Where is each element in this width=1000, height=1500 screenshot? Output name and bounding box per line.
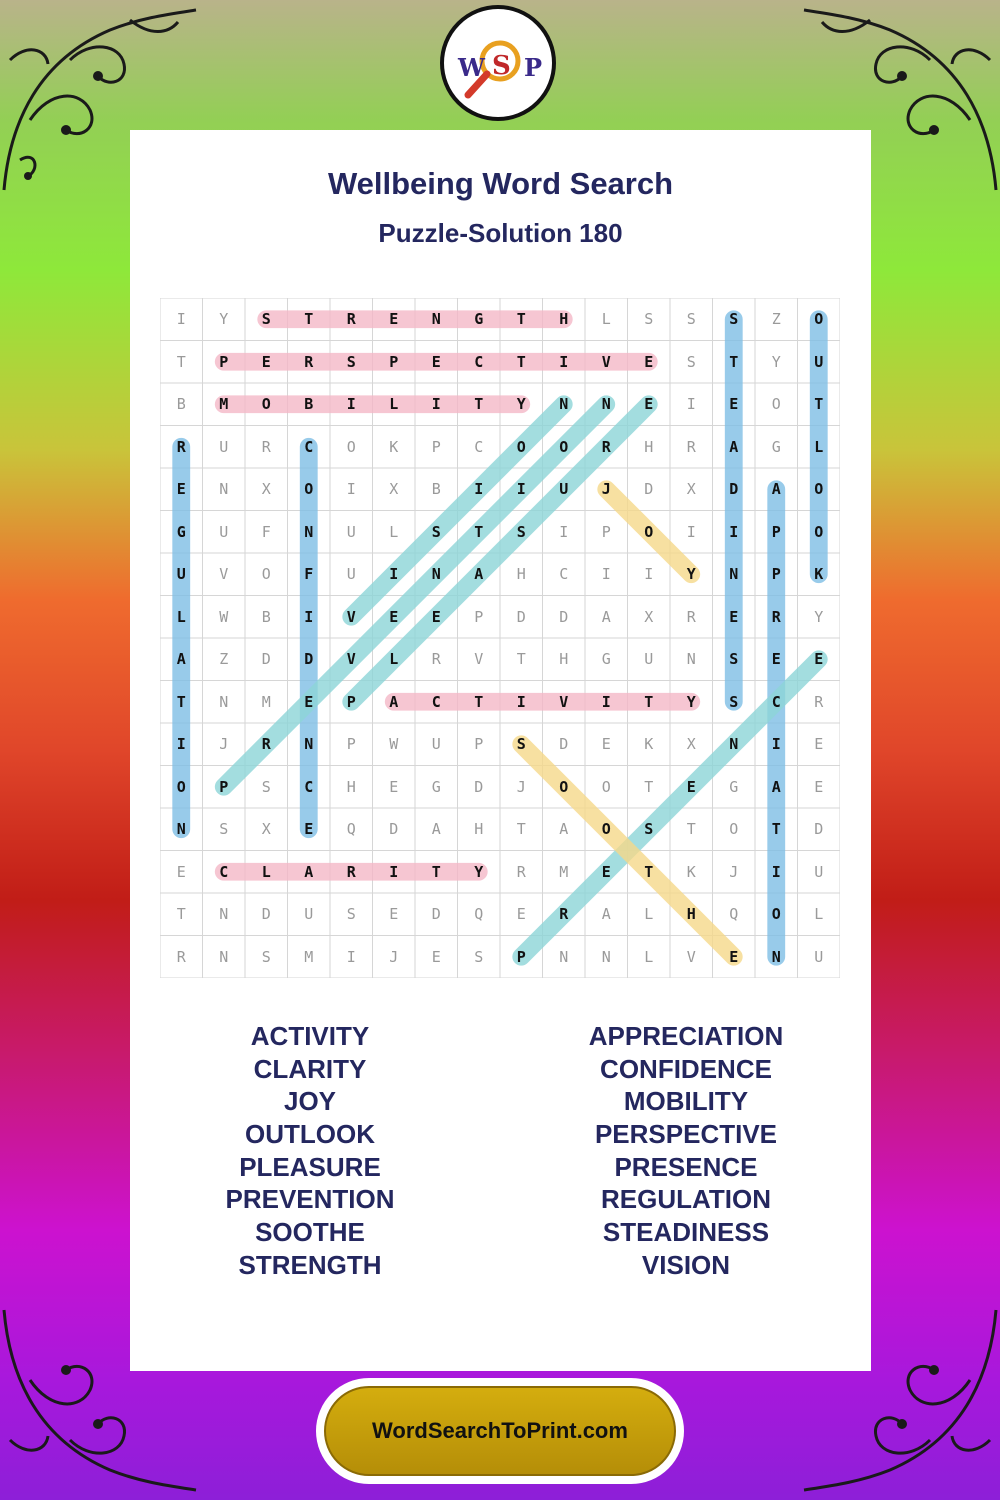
grid-cell[interactable]: T <box>474 395 484 413</box>
grid-cell[interactable]: E <box>729 947 739 966</box>
grid-cell[interactable]: W <box>219 607 229 626</box>
grid-cell[interactable]: F <box>261 522 271 541</box>
grid-cell[interactable]: N <box>686 650 696 668</box>
logo-letter-s: S <box>492 51 511 81</box>
grid-cell[interactable]: D <box>559 735 569 753</box>
grid-cell[interactable]: I <box>601 692 611 711</box>
grid-cell[interactable]: G <box>176 522 186 541</box>
grid-cell[interactable]: I <box>601 565 611 583</box>
grid-cell[interactable]: J <box>389 947 399 966</box>
grid-cell[interactable]: B <box>304 395 314 413</box>
grid-cell[interactable]: E <box>814 650 824 668</box>
grid-cell[interactable]: S <box>516 735 526 753</box>
grid-cell[interactable]: L <box>261 862 271 881</box>
grid-cell[interactable]: X <box>261 820 271 838</box>
grid-cell[interactable]: Q <box>729 905 739 923</box>
grid-cell[interactable]: U <box>346 565 356 583</box>
grid-cell[interactable]: U <box>346 522 356 541</box>
grid-cell[interactable]: G <box>431 777 441 796</box>
grid-cell[interactable]: M <box>304 947 314 966</box>
grid-cell[interactable]: N <box>176 820 186 838</box>
grid-cell[interactable]: S <box>261 947 271 966</box>
grid-cell[interactable]: O <box>729 820 739 838</box>
grid-cell[interactable]: S <box>644 820 654 838</box>
grid-cell[interactable]: A <box>601 607 611 626</box>
grid-cell[interactable]: V <box>346 607 356 626</box>
word-list-item: PLEASURE <box>239 1151 381 1182</box>
grid-cell[interactable]: O <box>261 565 271 583</box>
grid-cell[interactable]: I <box>516 692 526 711</box>
grid-cell[interactable]: I <box>389 862 399 881</box>
grid-cell[interactable]: R <box>686 607 696 626</box>
grid-cell[interactable]: N <box>219 692 229 711</box>
word-list-item: VISION <box>641 1249 731 1280</box>
word-list-item: STEADINESS <box>602 1217 770 1248</box>
grid-cell[interactable]: T <box>474 522 484 541</box>
grid-cell[interactable]: E <box>389 777 399 796</box>
grid-cell[interactable]: E <box>729 607 739 626</box>
word-list-left <box>130 1020 490 1282</box>
grid-cell[interactable]: P <box>771 565 781 583</box>
word-search-grid <box>160 298 840 978</box>
grid-cell[interactable]: H <box>516 565 526 583</box>
grid-cell[interactable]: O <box>644 522 654 541</box>
word-list-item: SOOTHE <box>255 1217 365 1248</box>
grid-cell[interactable]: R <box>304 352 314 371</box>
grid-cell[interactable]: P <box>346 735 356 753</box>
grid-cell[interactable]: J <box>516 777 526 796</box>
word-list-item: REGULATION <box>601 1184 771 1215</box>
grid-cell[interactable]: Y <box>219 310 229 328</box>
grid-cell[interactable]: A <box>474 565 484 583</box>
grid-cell[interactable]: X <box>644 607 654 626</box>
grid-cell[interactable]: P <box>771 522 781 541</box>
grid-cell[interactable]: Y <box>686 692 696 711</box>
grid-cell[interactable]: N <box>431 310 441 328</box>
word-list-item: PERSPECTIVE <box>594 1119 778 1150</box>
grid-cell[interactable]: R <box>261 437 271 456</box>
grid-cell[interactable]: O <box>601 777 611 796</box>
grid-cell[interactable]: R <box>814 692 824 711</box>
grid-cell[interactable]: O <box>814 480 824 498</box>
grid-cell[interactable]: E <box>431 352 441 371</box>
grid-cell[interactable]: A <box>389 692 399 711</box>
grid-cell[interactable]: W <box>389 735 399 753</box>
grid-cell[interactable]: N <box>559 395 569 413</box>
grid-cell[interactable]: E <box>176 480 186 498</box>
grid-cell[interactable]: L <box>644 905 654 923</box>
grid-cell[interactable]: E <box>644 395 654 413</box>
grid-cell[interactable]: D <box>261 650 271 668</box>
grid-cell[interactable]: T <box>644 862 654 881</box>
grid-cell[interactable]: A <box>771 480 781 498</box>
grid-cell[interactable]: R <box>176 947 186 966</box>
grid-cell[interactable]: V <box>219 565 229 583</box>
grid-cell[interactable]: I <box>729 522 739 541</box>
grid-cell[interactable]: E <box>686 777 696 796</box>
grid-cell[interactable]: S <box>516 522 526 541</box>
grid-cell[interactable]: H <box>644 437 654 456</box>
grid-cell[interactable]: N <box>729 735 739 753</box>
grid-cell[interactable]: U <box>644 650 654 668</box>
grid-cell[interactable]: D <box>644 480 654 498</box>
wsp-logo[interactable] <box>440 5 556 121</box>
grid-cell[interactable]: O <box>346 437 356 456</box>
grid-cell[interactable]: T <box>304 310 314 328</box>
grid-cell[interactable]: X <box>261 480 271 498</box>
grid-cell[interactable]: N <box>729 565 739 583</box>
grid-cell[interactable]: T <box>686 820 696 838</box>
grid-cell[interactable]: E <box>304 692 314 711</box>
grid-cell[interactable]: J <box>219 735 229 753</box>
grid-cell[interactable]: I <box>346 947 356 966</box>
grid-cell[interactable]: I <box>516 480 526 498</box>
grid-cell[interactable]: S <box>474 947 484 966</box>
grid-cell[interactable]: S <box>431 522 441 541</box>
grid-cell[interactable]: S <box>729 310 739 328</box>
grid-cell[interactable]: R <box>771 607 781 626</box>
grid-cell[interactable]: T <box>814 395 824 413</box>
grid-cell[interactable]: R <box>559 905 569 923</box>
grid-cell[interactable]: C <box>304 437 314 456</box>
grid-cell[interactable]: E <box>601 862 611 881</box>
grid-cell[interactable]: P <box>474 607 484 626</box>
grid-cell[interactable]: H <box>686 905 696 923</box>
grid-cell[interactable]: R <box>601 437 611 456</box>
word-list-item: OUTLOOK <box>245 1119 375 1150</box>
grid-cell[interactable]: H <box>559 310 569 328</box>
grid-cell[interactable]: S <box>686 310 696 328</box>
grid-cell[interactable]: P <box>346 692 356 711</box>
grid-cell[interactable]: Y <box>771 352 781 371</box>
grid-cell[interactable]: V <box>474 650 484 668</box>
grid-cell[interactable]: E <box>814 735 824 753</box>
grid-cell[interactable]: O <box>814 522 824 541</box>
grid-cell[interactable]: E <box>389 607 399 626</box>
grid-cell[interactable]: C <box>559 565 569 583</box>
grid-cell[interactable]: C <box>474 352 484 371</box>
grid-cell[interactable]: K <box>644 735 654 753</box>
grid-cell[interactable]: U <box>304 905 314 923</box>
word-list-item: MOBILITY <box>623 1086 749 1117</box>
grid-cell[interactable]: G <box>729 777 739 796</box>
grid-cell[interactable]: U <box>814 947 824 966</box>
grid-cell[interactable]: X <box>389 480 399 498</box>
grid-cell[interactable]: C <box>431 692 441 711</box>
grid-cell[interactable]: Z <box>219 650 229 668</box>
grid-cell[interactable]: N <box>219 947 229 966</box>
grid-cell[interactable]: E <box>389 310 399 328</box>
grid-cell[interactable]: N <box>559 947 569 966</box>
grid-cell[interactable]: O <box>559 777 569 796</box>
grid-cell[interactable]: S <box>219 820 229 838</box>
grid-cell[interactable]: E <box>814 777 824 796</box>
grid-cell[interactable]: L <box>389 650 399 668</box>
grid-cell[interactable]: R <box>346 310 356 328</box>
word-list-right <box>506 1020 866 1282</box>
grid-cell[interactable]: U <box>219 437 229 456</box>
page-subtitle: Puzzle-Solution 180 <box>378 218 623 248</box>
grid-cell[interactable]: O <box>771 395 781 413</box>
grid-cell[interactable]: V <box>346 650 356 668</box>
grid-cell[interactable]: I <box>559 522 569 541</box>
grid-cell[interactable]: E <box>431 947 441 966</box>
grid-cell[interactable]: V <box>559 692 569 711</box>
grid-cell[interactable]: K <box>686 862 696 881</box>
grid-cell[interactable]: S <box>261 777 271 796</box>
grid-cell[interactable]: R <box>346 862 356 881</box>
grid-cell[interactable]: I <box>686 395 696 413</box>
grid-cell[interactable]: J <box>729 862 739 881</box>
grid-cell[interactable]: H <box>559 650 569 668</box>
grid-cell[interactable]: L <box>644 947 654 966</box>
word-list-item: PREVENTION <box>225 1184 395 1215</box>
grid-cell[interactable]: L <box>389 395 399 413</box>
grid-cell[interactable]: O <box>771 905 781 923</box>
grid-cell[interactable]: E <box>176 862 186 881</box>
grid-cell[interactable]: E <box>516 905 526 923</box>
grid-cell[interactable]: C <box>771 692 781 711</box>
grid-cell[interactable]: U <box>176 565 186 583</box>
grid-cell[interactable]: B <box>431 480 441 498</box>
grid-cell[interactable]: A <box>304 862 314 881</box>
grid-cell[interactable]: J <box>601 480 611 498</box>
grid-cell[interactable]: D <box>474 777 484 796</box>
grid-cell[interactable]: E <box>431 607 441 626</box>
grid-cell[interactable]: Y <box>516 395 526 413</box>
grid-cell[interactable]: N <box>431 565 441 583</box>
grid-cell[interactable]: I <box>686 522 696 541</box>
grid-cell[interactable]: P <box>431 437 441 456</box>
grid-cell[interactable]: D <box>814 820 824 838</box>
grid-cell[interactable]: I <box>644 565 654 583</box>
grid-cell[interactable]: R <box>516 862 526 881</box>
grid-cell[interactable]: T <box>516 650 526 668</box>
word-list-item: PRESENCE <box>614 1151 758 1182</box>
grid-cell[interactable]: I <box>176 735 186 753</box>
grid-cell[interactable]: C <box>304 777 314 796</box>
grid-cell[interactable]: H <box>346 777 356 796</box>
grid-cell[interactable]: U <box>814 862 824 881</box>
grid-cell[interactable]: D <box>389 820 399 838</box>
logo-letter-p: P <box>524 53 543 82</box>
word-list-item: ACTIVITY <box>250 1021 370 1051</box>
grid-cell[interactable]: D <box>729 480 739 498</box>
grid-cell[interactable]: O <box>559 437 569 456</box>
page-title: Wellbeing Word Search <box>327 166 674 201</box>
grid-cell[interactable]: Z <box>771 310 781 328</box>
grid-cell[interactable]: K <box>814 565 824 583</box>
grid-cell[interactable]: P <box>219 352 229 371</box>
grid-cell[interactable]: T <box>516 310 526 328</box>
word-list-item: JOY <box>283 1086 337 1117</box>
word-list-item: APPRECIATION <box>588 1021 784 1051</box>
grid-cell[interactable]: I <box>176 310 186 328</box>
grid-cell[interactable]: N <box>601 947 611 966</box>
grid-cell[interactable]: G <box>474 310 484 328</box>
grid-cell[interactable]: N <box>219 480 229 498</box>
grid-cell[interactable]: I <box>304 607 314 626</box>
grid-cell[interactable]: Y <box>474 862 484 881</box>
grid-cell[interactable]: S <box>686 352 696 371</box>
grid-cell[interactable]: T <box>771 820 781 838</box>
grid-cell[interactable]: V <box>601 352 611 371</box>
grid-cell[interactable]: M <box>219 395 229 413</box>
grid-cell[interactable]: B <box>261 607 271 626</box>
grid-cell[interactable]: B <box>176 395 186 413</box>
grid-cell[interactable]: R <box>176 437 186 456</box>
word-list-item: STRENGTH <box>238 1249 382 1280</box>
footer-badge[interactable] <box>316 1378 684 1484</box>
grid-cell[interactable]: P <box>474 735 484 753</box>
grid-cell[interactable]: S <box>346 905 356 923</box>
grid-cell[interactable]: E <box>771 650 781 668</box>
grid-cell[interactable]: T <box>176 352 186 371</box>
grid-cell[interactable]: O <box>814 310 824 328</box>
grid-cell[interactable]: V <box>686 947 696 966</box>
grid-cell[interactable]: I <box>474 480 484 498</box>
grid-cell[interactable]: I <box>771 862 781 881</box>
grid-cell[interactable]: F <box>304 565 314 583</box>
grid-cell[interactable]: I <box>771 735 781 753</box>
grid-cell[interactable]: A <box>559 820 569 838</box>
grid-cell[interactable]: X <box>686 480 696 498</box>
grid-cell[interactable]: T <box>516 352 526 371</box>
grid-cell[interactable]: H <box>474 820 484 838</box>
grid-cell[interactable]: O <box>516 437 526 456</box>
grid-cell[interactable]: M <box>559 862 569 881</box>
grid-cell[interactable]: P <box>219 777 229 796</box>
grid-cell[interactable]: P <box>516 947 526 966</box>
logo-letter-w: W <box>458 53 485 82</box>
grid-cell[interactable]: I <box>431 395 441 413</box>
grid-cell[interactable]: I <box>346 480 356 498</box>
grid-cell[interactable]: N <box>304 735 314 753</box>
grid-cell[interactable]: U <box>431 735 441 753</box>
grid-cell[interactable]: D <box>431 905 441 923</box>
grid-cell[interactable]: E <box>644 352 654 371</box>
grid-cell[interactable]: T <box>729 352 739 371</box>
grid-cell[interactable]: M <box>261 692 271 711</box>
grid-cell[interactable]: P <box>601 522 611 541</box>
grid-cell[interactable]: E <box>729 395 739 413</box>
grid-cell[interactable]: Q <box>474 905 484 923</box>
grid-cell[interactable]: I <box>389 565 399 583</box>
grid-cell[interactable]: I <box>346 395 356 413</box>
grid-cell[interactable]: O <box>601 820 611 838</box>
grid-cell[interactable]: D <box>304 650 314 668</box>
grid-cell[interactable]: S <box>261 310 271 328</box>
grid-cell[interactable]: N <box>771 947 781 966</box>
grid-cell[interactable]: A <box>431 820 441 838</box>
puzzle-card <box>130 130 871 1371</box>
grid-cell[interactable]: T <box>431 862 441 881</box>
grid-cell[interactable]: N <box>601 395 611 413</box>
grid-cell[interactable]: D <box>559 607 569 626</box>
grid-cell[interactable]: A <box>729 437 739 456</box>
grid-cell[interactable]: T <box>516 820 526 838</box>
grid-cell[interactable]: U <box>219 522 229 541</box>
grid-cell[interactable]: X <box>686 735 696 753</box>
grid-cell[interactable]: T <box>644 692 654 711</box>
grid-cell[interactable]: G <box>601 650 611 668</box>
grid-cell[interactable]: L <box>176 607 186 626</box>
grid-cell[interactable]: L <box>814 905 824 923</box>
grid-cell[interactable]: L <box>814 437 824 456</box>
grid-cell[interactable]: U <box>814 352 824 371</box>
grid-cell[interactable]: T <box>644 777 654 796</box>
grid-cell[interactable]: O <box>176 777 186 796</box>
grid-cell[interactable]: C <box>474 437 484 456</box>
grid-cell[interactable]: I <box>559 352 569 371</box>
grid-cell[interactable]: Y <box>686 565 696 583</box>
grid-cell[interactable]: E <box>304 820 314 838</box>
grid-cell[interactable]: D <box>261 905 271 923</box>
grid-cell[interactable]: G <box>771 437 781 456</box>
grid-cell[interactable]: A <box>601 905 611 923</box>
grid-cell[interactable]: O <box>261 395 271 413</box>
grid-cell[interactable]: Y <box>814 607 824 626</box>
word-list-item: CLARITY <box>253 1053 367 1084</box>
grid-cell[interactable]: C <box>219 862 229 881</box>
grid-cell[interactable]: N <box>304 522 314 541</box>
grid-cell[interactable]: U <box>559 480 569 498</box>
grid-cell[interactable]: T <box>176 692 186 711</box>
grid-cell[interactable]: L <box>601 310 611 328</box>
grid-cell[interactable]: D <box>516 607 526 626</box>
grid-cell[interactable]: S <box>644 310 654 328</box>
grid-cell[interactable]: A <box>771 777 781 796</box>
footer-site-link[interactable]: WordSearchToPrint.com <box>324 1386 676 1476</box>
grid-cell[interactable]: K <box>389 437 399 456</box>
grid-cell[interactable]: O <box>304 480 314 498</box>
grid-cell[interactable]: R <box>261 735 271 753</box>
grid-cell[interactable]: E <box>261 352 271 371</box>
word-list-item: CONFIDENCE <box>600 1053 772 1084</box>
grid-cell[interactable]: S <box>346 352 356 371</box>
grid-cell[interactable]: T <box>474 692 484 711</box>
grid-cell[interactable]: E <box>601 735 611 753</box>
grid-cell[interactable]: E <box>389 905 399 923</box>
grid-cell[interactable]: R <box>686 437 696 456</box>
grid-cell[interactable]: P <box>389 352 399 371</box>
grid-cell[interactable]: L <box>389 522 399 541</box>
grid-cell[interactable]: N <box>219 905 229 923</box>
grid-cell[interactable]: S <box>729 650 739 668</box>
grid-cell[interactable]: R <box>431 650 441 668</box>
grid-cell[interactable]: T <box>176 905 186 923</box>
grid-cell[interactable]: A <box>176 650 186 668</box>
grid-cell[interactable]: Q <box>346 820 356 838</box>
grid-cell[interactable]: S <box>729 692 739 711</box>
